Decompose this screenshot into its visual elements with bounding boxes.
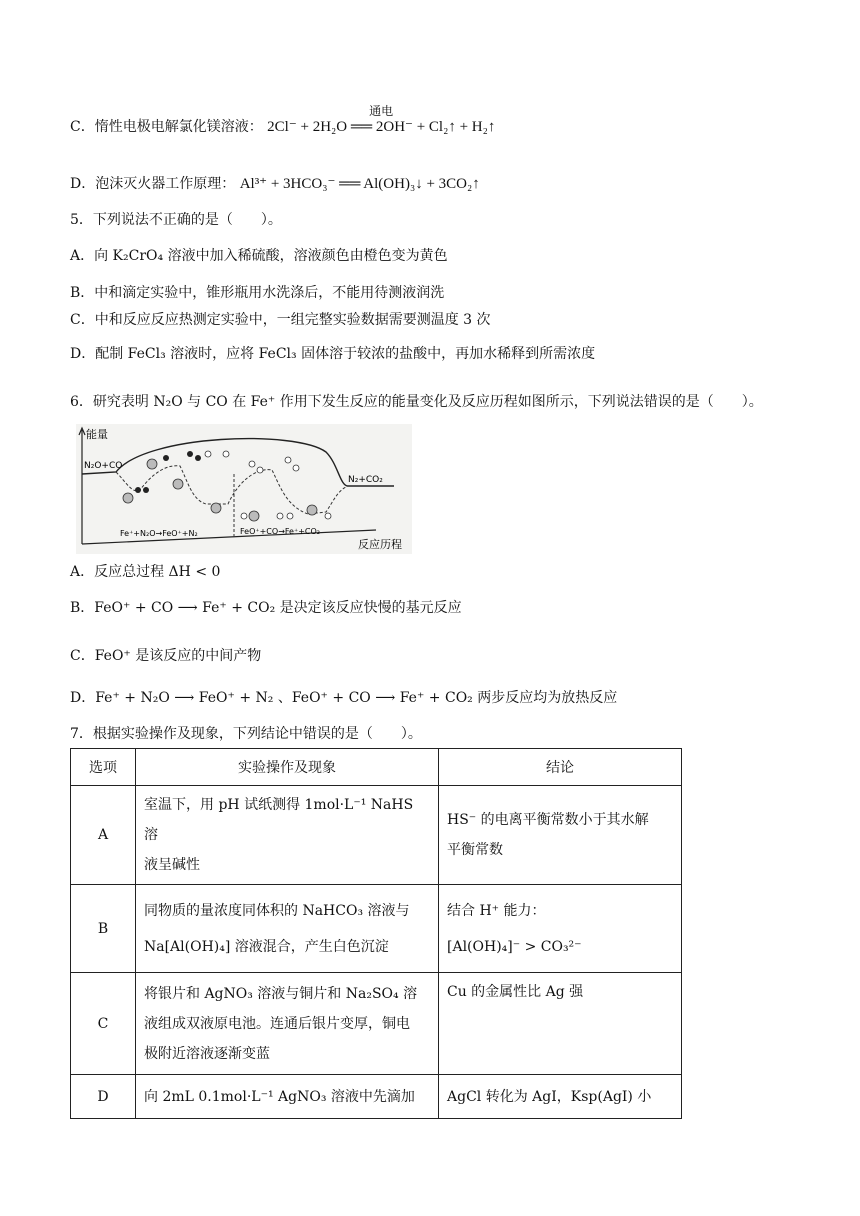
row-d-option: D [71,1075,136,1119]
table-row [71,885,682,973]
q4-d-label: D．泡沫灭火器工作原理： [70,176,236,192]
step2-label: FeO⁺+CO→Fe⁺+CO₂ [240,527,320,536]
header-option: 选项 [71,749,136,786]
q6-stem: 6．研究表明 N₂O 与 CO 在 Fe⁺ 作用下发生反应的能量变化及反应历程如图所示，下列说法错误的是（ ）。 [70,394,763,410]
row-d-conclusion-line: AgCl 转化为 AgI，Ksp(AgI) 小 [447,1088,652,1105]
row-a-operation-line: 液呈碱性 [144,857,200,873]
end-label: N₂+CO₂ [348,475,383,485]
q4-c-equation: 2Cl⁻ + 2H₂O ══ 2OH⁻ + Cl₂↑ + H₂↑ [267,119,496,135]
q5-option-b: B．中和滴定实验中，锥形瓶用水洗涤后，不能用待测液润洗 [70,285,445,301]
start-label: N₂O+CO [84,461,123,471]
row-a-operation-line: 室温下，用 pH 试纸测得 1mol·L⁻¹ NaHS 溶 [144,797,414,843]
row-c-conclusion [439,973,682,1075]
row-b-operation [136,885,439,973]
row-b-option: B [71,885,136,973]
q6-option-a: A．反应总过程 ΔH < 0 [70,564,221,580]
table-row [71,973,682,1075]
row-b-operation-line: 同物质的量浓度同体积的 NaHCO₃ 溶液与 [144,902,410,919]
row-c-option: C [71,973,136,1075]
x-axis-label: 反应历程 [358,538,402,551]
q4-option-c [70,104,496,137]
row-a-conclusion [439,786,682,885]
step1-label: Fe⁺+N₂O→FeO⁺+N₂ [120,529,198,538]
row-c-operation [136,973,439,1075]
q6-option-b: B．FeO⁺ + CO ⟶ Fe⁺ + CO₂ 是决定该反应快慢的基元反应 [70,600,462,616]
q7-stem: 7．根据实验操作及现象，下列结论中错误的是（ ）。 [70,726,422,742]
row-b-conclusion-line: [Al(OH)₄]⁻ > CO₃²⁻ [447,938,582,955]
q5-option-c: C．中和反应反应热测定实验中，一组完整实验数据需要测温度 3 次 [70,312,491,328]
header-conclusion: 结论 [439,749,682,786]
q4-c-equation-wrap [267,104,496,135]
row-c-conclusion-line: Cu 的金属性比 Ag 强 [447,984,584,1000]
table-row [71,1075,682,1119]
energy-diagram [76,424,412,554]
row-c-operation-line: 将银片和 AgNO₃ 溶液与铜片和 Na₂SO₄ 溶 [144,985,418,1002]
row-b-conclusion-line: 结合 H⁺ 能力： [447,902,546,919]
row-c-operation-line: 极附近溶液逐渐变蓝 [144,1045,270,1062]
row-a-operation [136,786,439,885]
y-axis-label: 能量 [86,428,108,441]
row-d-conclusion [439,1075,682,1119]
q7-table [70,748,682,1119]
row-b-conclusion [439,885,682,973]
row-a-conclusion-line: HS⁻ 的电离平衡常数小于其水解 [447,812,649,828]
q6-option-c: C．FeO⁺ 是该反应的中间产物 [70,648,262,664]
row-d-operation [136,1075,439,1119]
q4-option-d [70,174,480,194]
row-c-operation-line: 液组成双液原电池。连通后银片变厚，铜电 [144,1015,410,1032]
header-operation: 实验操作及现象 [136,749,439,786]
row-a-conclusion-line: 平衡常数 [447,842,503,858]
row-d-operation-line: 向 2mL 0.1mol·L⁻¹ AgNO₃ 溶液中先滴加 [144,1088,415,1105]
q4-d-equation: Al³⁺ + 3HCO₃⁻ ══ Al(OH)₃↓ + 3CO₂↑ [239,176,480,192]
q5-stem: 5．下列说法不正确的是（ ）。 [70,212,282,228]
q4-c-condition: 通电 [369,104,394,118]
table-header-row [71,749,682,786]
table-row [71,786,682,885]
q4-c-label: C．惰性电极电解氯化镁溶液： [70,119,263,135]
q5-option-a: A．向 K₂CrO₄ 溶液中加入稀硫酸，溶液颜色由橙色变为黄色 [70,248,448,264]
q6-option-d: D．Fe⁺ + N₂O ⟶ FeO⁺ + N₂ 、FeO⁺ + CO ⟶ Fe⁺ + CO₂ 两步反应均为放热反应 [70,690,618,706]
q5-option-d: D．配制 FeCl₃ 溶液时，应将 FeCl₃ 固体溶于较浓的盐酸中，再加水稀释到所需浓度 [70,346,596,362]
row-a-option: A [71,786,136,885]
row-b-operation-line: Na[Al(OH)₄] 溶液混合，产生白色沉淀 [144,938,389,955]
